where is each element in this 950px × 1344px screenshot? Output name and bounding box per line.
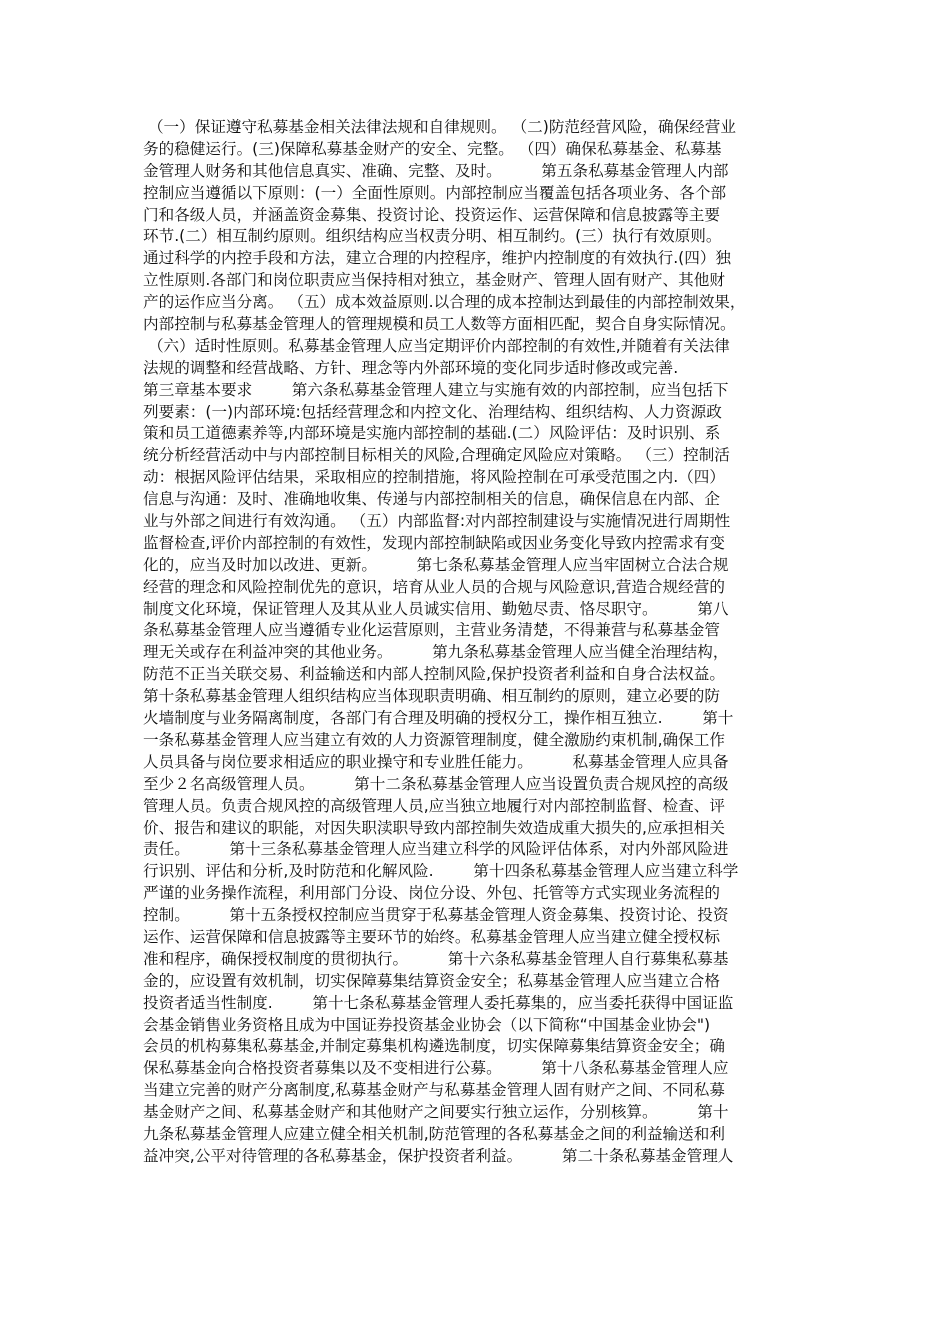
text-line: 投资者适当性制度. 第十七条私募基金管理人委托募集的，应当委托获得中国证监 <box>143 993 734 1012</box>
text-line: 经营的理念和风险控制优先的意识，培育从业人员的合规与风险意识,营造合规经营的 <box>143 577 725 596</box>
text-line: 会员的机构募集私募基金,并制定募集机构遴选制度，切实保障募集结算资金安全；确 <box>143 1037 725 1056</box>
text-line: 化的，应当及时加以改进、更新。 第七条私募基金管理人应当牢固树立合法合规 <box>143 555 729 574</box>
text-line: （一）保证遵守私募基金相关法律法规和自律规则。 （二)防范经营风险，确保经营业 <box>143 118 736 136</box>
text-line: 产的运作应当分离。 （五）成本效益原则.以合理的成本控制达到最佳的内部控制效果， <box>143 293 746 312</box>
text-line: 运作、运营保障和信息披露等主要环节的始终。私募基金管理人应当建立健全授权标 <box>143 927 720 946</box>
text-line: 统分析经营活动中与内部控制目标相关的风险,合理确定风险应对策略。 （三）控制活 <box>143 446 730 465</box>
text-line: 立性原则.各部门和岗位职责应当保持相对独立，基金财产、管理人固有财产、其他财 <box>143 271 725 290</box>
text-line: 准和程序，确保授权制度的贯彻执行。 第十六条私募基金管理人自行募集私募基 <box>143 949 729 968</box>
text-line: 法规的调整和经营战略、方针、理念等内外部环境的变化同步适时修改或完善. <box>143 358 679 377</box>
text-line: 第十条私募基金管理人组织结构应当体现职责明确、相互制约的原则，建立必要的防 <box>143 687 720 706</box>
text-line: （六）适时性原则。私募基金管理人应当定期评价内部控制的有效性,并随着有关法律 <box>143 336 730 355</box>
text-line: 金管理人财务和其他信息真实、准确、完整、及时。 第五条私募基金管理人内部 <box>143 161 729 180</box>
text-line: 价、报告和建议的职能，对因失职渎职导致内部控制失效造成重大损失的,应承担相关 <box>143 818 725 837</box>
text-line: 控制应当遵循以下原则：(一）全面性原则。内部控制应当覆盖包括各项业务、各个部 <box>143 183 727 202</box>
text-line: 至少２名高级管理人员。 第十二条私募基金管理人应当设置负责合规风控的高级 <box>143 774 729 793</box>
text-line: 动：根据风险评估结果，采取相应的控制措施，将风险控制在可承受范围之内.（四） <box>143 468 725 487</box>
text-line: 当建立完善的财产分离制度,私募基金财产与私募基金管理人固有财产之间、不同私募 <box>143 1081 725 1100</box>
text-line: 内部控制与私募基金管理人的管理规模和员工人数等方面相匹配，契合自身实际情况。 <box>143 315 736 334</box>
text-line: 务的稳健运行。(三)保障私募基金财产的安全、完整。 （四）确保私募基金、私募基 <box>143 139 722 158</box>
text-line: 火墙制度与业务隔离制度，各部门有合理及明确的授权分工，操作相互独立. 第十 <box>143 709 734 728</box>
text-line: 信息与沟通：及时、准确地收集、传递与内部控制相关的信息，确保信息在内部、企 <box>143 490 720 509</box>
text-line: 九条私募基金管理人应建立健全相关机制,防范管理的各私募基金之间的利益输送和利 <box>143 1124 725 1143</box>
text-line: 门和各级人员，并涵盖资金募集、投资讨论、投资运作、运营保障和信息披露等主要 <box>143 205 720 224</box>
text-line: 列要素：(一)内部环境:包括经营理念和内控文化、治理结构、组织结构、人力资源政 <box>143 402 722 421</box>
text-line: 控制。 第十五条授权控制应当贯穿于私募基金管理人资金募集、投资讨论、投资 <box>143 906 729 925</box>
text-line: 行识别、评估和分析,及时防范和化解风险. 第十四条私募基金管理人应当建立科学 <box>143 862 739 881</box>
text-line: 通过科学的内控手段和方法，建立合理的内控程序，维护内控制度的有效执行.(四）独 <box>143 249 732 268</box>
text-line: 责任。 第十三条私募基金管理人应当建立科学的风险评估体系，对内外部风险进 <box>143 840 729 859</box>
text-line: 制度文化环境，保证管理人及其从业人员诚实信用、勤勉尽责、恪尽职守。 第八 <box>143 599 729 618</box>
chapter-heading-line: 第三章基本要求 第六条私募基金管理人建立与实施有效的内部控制，应当包括下 <box>143 380 729 399</box>
text-line: 严谨的业务操作流程，利用部门分设、岗位分设、外包、托管等方式实现业务流程的 <box>143 884 720 903</box>
text-line: 会基金销售业务资格且成为中国证券投资基金业协会（以下简称“中国基金业协会") <box>143 1015 711 1034</box>
text-line: 管理人员。负责合规风控的高级管理人员,应当独立地履行对内部控制监督、检查、评 <box>143 796 725 815</box>
text-line: 监督检查,评价内部控制的有效性，发现内部控制缺陷或因业务变化导致内控需求有变 <box>143 533 725 552</box>
text-line: 金的，应设置有效机制，切实保障募集结算资金安全；私募基金管理人应当建立合格 <box>143 971 720 990</box>
body-text <box>143 117 823 1168</box>
text-line: 保私募基金向合格投资者募集以及不变相进行公募。 第十八条私募基金管理人应 <box>143 1059 729 1078</box>
text-line: 防范不正当关联交易、利益输送和内部人控制风险,保护投资者利益和自身合法权益。 <box>143 665 725 684</box>
text-line: 一条私募基金管理人应当建立有效的人力资源管理制度，健全激励约束机制,确保工作 <box>143 730 725 749</box>
text-line: 策和员工道德素养等,内部环境是实施内部控制的基础.(二）风险评估：及时识别、系 <box>143 424 721 443</box>
text-line: 益冲突,公平对待管理的各私募基金，保护投资者利益。 第二十条私募基金管理人 <box>143 1146 734 1165</box>
text-line: 理无关或存在利益冲突的其他业务。 第九条私募基金管理人应当健全治理结构， <box>143 643 729 662</box>
text-line: 基金财产之间、私募基金财产和其他财产之间要实行独立运作，分别核算。 第十 <box>143 1103 729 1122</box>
text-line: 业与外部之间进行有效沟通。 （五）内部监督:对内部控制建设与实施情况进行周期性 <box>143 512 731 531</box>
text-line: 环节.(二）相互制约原则。组织结构应当权责分明、相互制约。(三）执行有效原则。 <box>143 227 722 246</box>
text-line: 条私募基金管理人应当遵循专业化运营原则，主营业务清楚，不得兼营与私募基金管 <box>143 621 720 640</box>
text-line: 人员具备与岗位要求相适应的职业操守和专业胜任能力。 私募基金管理人应具备 <box>143 752 729 771</box>
